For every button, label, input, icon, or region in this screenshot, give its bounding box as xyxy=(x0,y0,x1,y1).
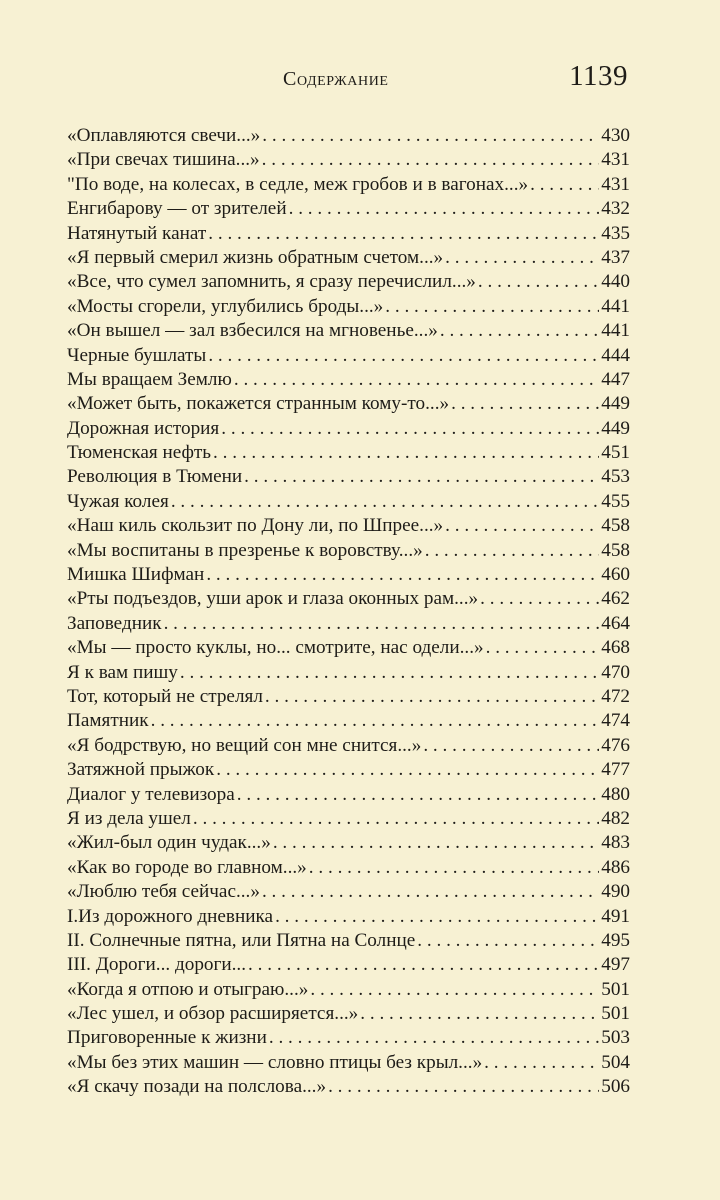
toc-entry-page: 431 xyxy=(601,149,630,171)
toc-entry-title: «Как во городе во главном...» xyxy=(67,856,307,878)
toc-entry xyxy=(67,831,630,855)
toc-entry-title: Мы вращаем Землю xyxy=(67,368,232,390)
toc-entry-title: «Когда я отпою и отыграю...» xyxy=(67,978,309,1000)
page-number: 1139 xyxy=(569,60,628,92)
toc-entry-page: 460 xyxy=(601,564,630,586)
dot-leader xyxy=(164,612,600,636)
toc-entry xyxy=(67,490,630,514)
toc-entry-page: 449 xyxy=(601,417,630,439)
dot-leader xyxy=(289,197,600,221)
toc-entry xyxy=(67,465,630,489)
dot-leader xyxy=(425,539,600,563)
toc-entry-page: 486 xyxy=(601,856,630,878)
toc-entry xyxy=(67,978,630,1002)
dot-leader xyxy=(440,319,599,343)
toc-entry-page: 490 xyxy=(601,881,630,903)
toc-entry xyxy=(67,417,630,441)
toc-entry-page: 495 xyxy=(601,929,630,951)
toc-entry xyxy=(67,807,630,831)
toc-entry-page: 435 xyxy=(601,222,630,244)
toc-entry xyxy=(67,124,630,148)
toc-entry-page: 468 xyxy=(601,637,630,659)
toc-entry xyxy=(67,295,630,319)
toc-entry xyxy=(67,344,630,368)
dot-leader xyxy=(221,417,599,441)
toc-entry xyxy=(67,392,630,416)
dot-leader xyxy=(451,392,599,416)
dot-leader xyxy=(385,295,599,319)
toc-entry xyxy=(67,1002,630,1026)
toc-entry-page: 432 xyxy=(601,198,630,220)
dot-leader xyxy=(275,905,599,929)
dot-leader xyxy=(151,709,600,733)
toc-entry xyxy=(67,734,630,758)
toc-entry-title: «Люблю тебя сейчас...» xyxy=(67,881,260,903)
toc-entry-title: Натянутый канат xyxy=(67,222,207,244)
toc-entry xyxy=(67,953,630,977)
toc-entry xyxy=(67,758,630,782)
dot-leader xyxy=(423,734,599,758)
dot-leader xyxy=(180,661,599,685)
toc-entry-page: 491 xyxy=(601,905,630,927)
toc-entry-title: Памятник xyxy=(67,710,149,732)
toc-entry xyxy=(67,1026,630,1050)
toc-entry-page: 497 xyxy=(601,954,630,976)
dot-leader xyxy=(213,441,599,465)
toc-entry xyxy=(67,905,630,929)
toc-entry-page: 437 xyxy=(601,246,630,268)
toc-entry-title: «Я первый смерил жизнь обратным счетом...» xyxy=(67,246,444,268)
toc-entry-title: «Мы — просто куклы, но... смотрите, нас одели...» xyxy=(67,637,484,659)
toc-entry xyxy=(67,856,630,880)
dot-leader xyxy=(417,929,599,953)
toc-entry-title: «Мы без этих машин — словно птицы без крыл...» xyxy=(67,1051,483,1073)
toc-entry-page: 480 xyxy=(601,783,630,805)
dot-leader xyxy=(445,514,599,538)
toc-entry-page: 503 xyxy=(601,1027,630,1049)
dot-leader xyxy=(445,246,599,270)
toc-entry-page: 504 xyxy=(601,1051,630,1073)
dot-leader xyxy=(480,587,599,611)
toc-entry-title: Диалог у телевизора xyxy=(67,783,235,805)
toc-entry xyxy=(67,368,630,392)
toc-entry xyxy=(67,783,630,807)
dot-leader xyxy=(478,270,599,294)
toc-entry xyxy=(67,685,630,709)
toc-entry-title: Я из дела ушел xyxy=(67,807,191,829)
toc-entry-title: «При свечах тишина...» xyxy=(67,149,260,171)
toc-entry-title: «Рты подъездов, уши арок и глаза оконных рам...» xyxy=(67,588,479,610)
toc-entry-page: 501 xyxy=(601,1003,630,1025)
toc-entry xyxy=(67,1051,630,1075)
toc-entry xyxy=(67,661,630,685)
dot-leader xyxy=(360,1002,599,1026)
toc-entry xyxy=(67,1075,630,1099)
toc-entry xyxy=(67,612,630,636)
toc-entry-title: Затяжной прыжок xyxy=(67,759,215,781)
toc-entry xyxy=(67,197,630,221)
toc-entry-title: «Мосты сгорели, углубились броды...» xyxy=(67,295,384,317)
toc-entry-title: Я к вам пишу xyxy=(67,661,178,683)
toc-entry-title: «Наш киль скользит по Дону ли, по Шпрее...» xyxy=(67,515,444,537)
toc-entry-page: 458 xyxy=(601,539,630,561)
dot-leader xyxy=(244,465,599,489)
toc-entry-page: 482 xyxy=(601,807,630,829)
toc-entry-title: "По воде, на колесах, в седле, меж гробов и в вагонах...» xyxy=(67,173,529,195)
toc-entry-title: «Все, что сумел запомнить, я сразу перечислил...» xyxy=(67,271,476,293)
toc-entry-title: «Я бодрствую, но вещий сон мне снится...» xyxy=(67,734,422,756)
toc-entry xyxy=(67,563,630,587)
toc-entry-page: 464 xyxy=(601,612,630,634)
toc-entry xyxy=(67,636,630,660)
toc-entry xyxy=(67,709,630,733)
toc-entry-title: Тот, который не стрелял xyxy=(67,685,263,707)
toc-entry-page: 476 xyxy=(601,734,630,756)
toc-entry-page: 430 xyxy=(601,125,630,146)
dot-leader xyxy=(530,173,599,197)
toc-entry-page: 501 xyxy=(601,978,630,1000)
dot-leader xyxy=(262,880,599,904)
toc-entry-page: 474 xyxy=(601,710,630,732)
toc-entry-title: «Может быть, покажется странным кому-то...» xyxy=(67,393,450,415)
toc-entry-page: 506 xyxy=(601,1076,630,1098)
toc-entry-page: 462 xyxy=(601,588,630,610)
toc-entry xyxy=(67,246,630,270)
dot-leader xyxy=(262,148,600,172)
toc-entry xyxy=(67,173,630,197)
dot-leader xyxy=(208,344,599,368)
toc-entry-title: «Я скачу позади на полслова...» xyxy=(67,1076,327,1098)
toc-entry-page: 455 xyxy=(601,490,630,512)
toc-entry xyxy=(67,880,630,904)
dot-leader xyxy=(310,978,599,1002)
running-title: Содержание xyxy=(283,68,389,90)
toc-entry-title: Тюменская нефть xyxy=(67,442,212,464)
toc-entry-page: 477 xyxy=(601,759,630,781)
toc-entry-page: 444 xyxy=(601,344,630,366)
toc-entry xyxy=(67,148,630,172)
dot-leader xyxy=(484,1051,599,1075)
toc-entry-page: 441 xyxy=(601,320,630,342)
toc-entry-title: Революция в Тюмени xyxy=(67,466,243,488)
toc-entry xyxy=(67,319,630,343)
toc-entry-title: «Мы воспитаны в презренье к воровству...» xyxy=(67,539,423,561)
toc-entry-title: Дорожная история xyxy=(67,417,220,439)
toc-entry xyxy=(67,539,630,563)
toc-entry-page: 440 xyxy=(601,271,630,293)
toc-entry-title: Енгибарову — от зрителей xyxy=(67,198,287,220)
toc-entry-page: 458 xyxy=(601,515,630,537)
dot-leader xyxy=(262,124,599,148)
dot-leader xyxy=(273,831,599,855)
dot-leader xyxy=(216,758,599,782)
toc-entry-title: «Лес ушел, и обзор расширяется...» xyxy=(67,1003,359,1025)
dot-leader xyxy=(208,222,599,246)
toc-entry-title: «Оплавляются свечи...» xyxy=(67,125,261,146)
toc-entry-title: Заповедник xyxy=(67,612,162,634)
dot-leader xyxy=(269,1026,599,1050)
dot-leader xyxy=(234,368,599,392)
toc-entry-page: 483 xyxy=(601,832,630,854)
toc-entry-page: 441 xyxy=(601,295,630,317)
toc-entry xyxy=(67,514,630,538)
toc-entry-page: 431 xyxy=(601,173,630,195)
toc-entry-title: Мишка Шифман xyxy=(67,564,205,586)
toc-entry-title: I.Из дорожного дневника xyxy=(67,905,274,927)
dot-leader xyxy=(171,490,599,514)
toc-entry-page: 449 xyxy=(601,393,630,415)
dot-leader xyxy=(193,807,599,831)
dot-leader xyxy=(206,563,599,587)
toc-entry-title: «Он вышел — зал взбесился на мгновенье...» xyxy=(67,320,438,342)
toc-entry-page: 451 xyxy=(601,442,630,464)
dot-leader xyxy=(486,636,600,660)
toc-entry-title: Черные бушлаты xyxy=(67,344,207,366)
toc-entry-title: III. Дороги... дороги... xyxy=(67,954,247,976)
dot-leader xyxy=(237,783,599,807)
toc-entry-title: Чужая колея xyxy=(67,490,169,512)
toc-entry-page: 470 xyxy=(601,661,630,683)
toc-entry-page: 447 xyxy=(601,368,630,390)
toc-entry-title: Приговоренные к жизни xyxy=(67,1027,267,1049)
toc-entry xyxy=(67,929,630,953)
toc-entry-page: 453 xyxy=(601,466,630,488)
toc-entry xyxy=(67,270,630,294)
toc-entry xyxy=(67,587,630,611)
dot-leader xyxy=(309,856,599,880)
toc-entry-title: II. Солнечные пятна, или Пятна на Солнце xyxy=(67,929,416,951)
running-head xyxy=(0,60,720,100)
dot-leader xyxy=(328,1075,599,1099)
toc-entry xyxy=(67,222,630,246)
toc-entry-page: 472 xyxy=(601,685,630,707)
dot-leader xyxy=(265,685,599,709)
toc-entry xyxy=(67,441,630,465)
table-of-contents xyxy=(67,124,630,1100)
dot-leader xyxy=(248,953,599,977)
toc-entry-title: «Жил-был один чудак...» xyxy=(67,832,271,854)
